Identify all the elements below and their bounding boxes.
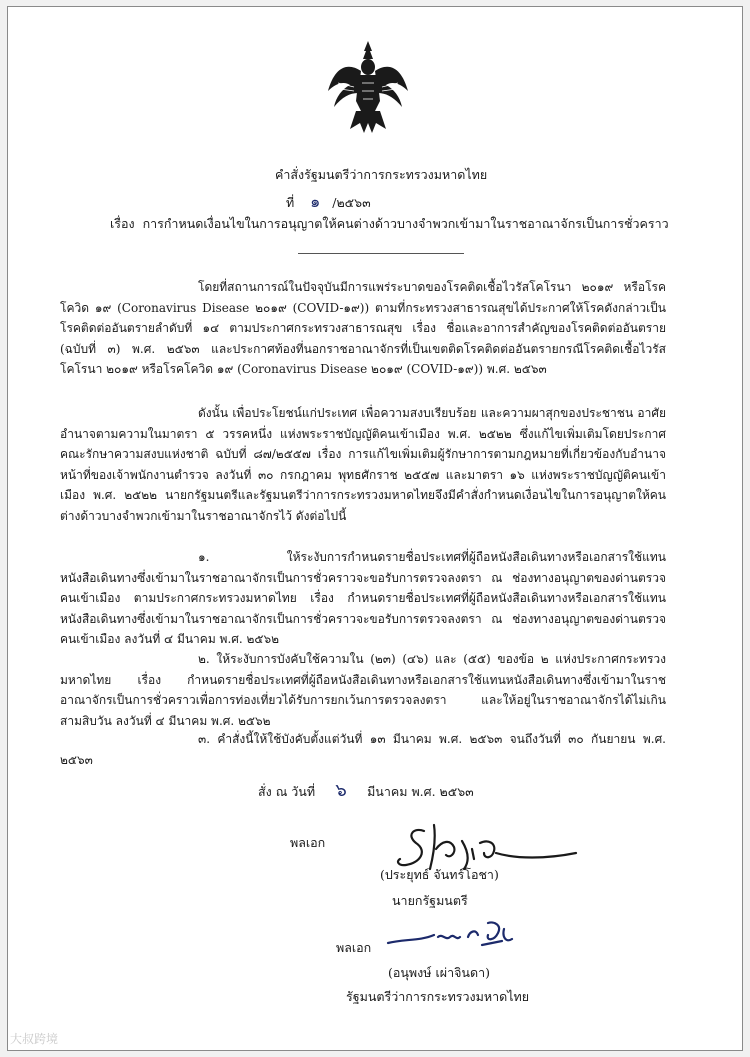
order-number: [286, 190, 371, 215]
subject-text: การกำหนดเงื่อนไขในการอนุญาตให้คนต่างด้าวบางจำพวกเข้ามาในราชอาณาจักรเป็นการชั่วคราว: [142, 216, 669, 231]
body-paragraph-4: ๒. ให้ระงับการบังคับใช้ความใน (๒๓) (๔๖) และ (๕๕) ของข้อ ๒ แห่งประกาศกระทรวงมหาดไทย เรื่อง กำหนดรายชื่อประเทศที่ผู้ถือหนังสือเดินทางหรือเอกสารใช้แทนหนังสือเดินทางซึ่งเข้ามาในราชอาณาจักรเป็นการชั่วคราวเพื่อการท่องเที่ยวได้รับการยกเว้นการตรวจลงตรา และให้อยู่ในราชอาณาจักรได้ไม่เกินสามสิบวัน ลงวันที่ ๔ มีนาคม พ.ศ. ๒๕๖๒: [60, 652, 666, 728]
body-paragraph-5: ๓. คำสั่งนี้ให้ใช้บังคับตั้งแต่วันที่ ๑๓ มีนาคม พ.ศ. ๒๕๖๓ จนถึงวันที่ ๓๐ กันยายน พ.ศ. ๒๕๖๓: [60, 732, 666, 767]
garuda-emblem-icon: [326, 39, 410, 135]
signature-anupong-icon: [384, 915, 534, 955]
watermark: 大叔跨境: [10, 1032, 59, 1046]
subject-label: เรื่อง: [110, 216, 135, 231]
order-subject: [110, 214, 669, 234]
signatory-2-rank: พลเอก: [336, 940, 372, 955]
signatory-1-rank: พลเอก: [290, 835, 326, 850]
order-title: คำสั่งรัฐมนตรีว่าการกระทรวงมหาดไทย: [275, 167, 488, 182]
signatory-1-name: (ประยุทธ์ จันทร์โอชา): [380, 867, 499, 882]
signatory-1-position: นายกรัฐมนตรี: [392, 893, 468, 908]
header-divider: [298, 253, 464, 254]
signatory-2-position: รัฐมนตรีว่าการกระทรวงมหาดไทย: [346, 989, 530, 1004]
order-number-value: ๑: [310, 192, 321, 211]
signing-month-year: มีนาคม พ.ศ. ๒๕๖๓: [367, 784, 474, 799]
signatory-2-name: (อนุพงษ์ เผ่าจินดา): [388, 965, 490, 980]
signing-label: สั่ง ณ วันที่: [258, 784, 316, 799]
document-page: [7, 6, 743, 1051]
signing-date: [258, 775, 474, 804]
signing-day: ๖: [335, 780, 347, 801]
order-number-year: /๒๕๖๓: [332, 195, 371, 210]
body-paragraph-1: โดยที่สถานการณ์ในปัจจุบันมีการแพร่ระบาดของโรคติดเชื้อไวรัสโคโรนา ๒๐๑๙ หรือโรคโควิด ๑๙ (Coronavirus Disease ๒๐๑๙ (COVID-๑๙)) ตามที่กระทรวงสาธารณสุขได้ประกาศให้โรคดังกล่าวเป็นโรคติดต่ออันตรายลำดับที่ ๑๔ ตามประกาศกระทรวงสาธารณสุข เรื่อง ชื่อและอาการสำคัญของโรคติดต่ออันตราย (ฉบับที่ ๓) พ.ศ. ๒๕๖๓ และประกาศท้องที่นอกราชอาณาจักรที่เป็นเขตติดโรคติดต่ออันตรายกรณีโรคติดเชื้อไวรัสโคโรนา ๒๐๑๙ หรือโรคโควิด ๑๙ (Coronavirus Disease ๒๐๑๙ (COVID-๑๙)) พ.ศ. ๒๕๖๓: [60, 280, 666, 377]
body-paragraph-3: ๑. ให้ระงับการกำหนดรายชื่อประเทศที่ผู้ถือหนังสือเดินทางหรือเอกสารใช้แทนหนังสือเดินทางซึ่งเข้ามาในราชอาณาจักรเป็นการชั่วคราวจะขอรับการตรวจลงตรา ณ ช่องทางอนุญาตของด่านตรวจคนเข้าเมือง ตามประกาศกระทรวงมหาดไทย เรื่อง กำหนดรายชื่อประเทศที่ผู้ถือหนังสือเดินทางหรือเอกสารใช้แทนหนังสือเดินทางซึ่งเข้ามาในราชอาณาจักรเป็นการชั่วคราวจะขอรับการตรวจลงตรา ณ ช่องทางอนุญาตของด่านตรวจคนเข้าเมือง ลงวันที่ ๔ มีนาคม พ.ศ. ๒๕๖๒: [60, 550, 666, 647]
order-number-label: ที่: [286, 195, 295, 210]
body-paragraph-2: ดังนั้น เพื่อประโยชน์แก่ประเทศ เพื่อความสงบเรียบร้อย และความผาสุกของประชาชน อาศัยอำนาจตามความในมาตรา ๕ วรรคหนึ่ง แห่งพระราชบัญญัติคนเข้าเมือง พ.ศ. ๒๕๒๒ ซึ่งแก้ไขเพิ่มเติมโดยประกาศคณะรักษาความสงบแห่งชาติ ฉบับที่ ๘๗/๒๕๕๗ เรื่อง การแก้ไขเพิ่มเติมผู้รักษาการตามกฎหมายที่เกี่ยวข้องกับอำนาจหน้าที่ของเจ้าพนักงานตำรวจ ลงวันที่ ๓๐ กรกฎาคม พุทธศักราช ๒๕๕๗ และมาตรา ๑๖ แห่งพระราชบัญญัติคนเข้าเมือง พ.ศ. ๒๕๒๒ นายกรัฐมนตรีและรัฐมนตรีว่าการกระทรวงมหาดไทยจึงมีคำสั่งกำหนดเงื่อนไขในการอนุญาตให้คนต่างด้าวบางจำพวกเข้ามาในราชอาณาจักรไว้ ดังต่อไปนี้: [60, 406, 666, 523]
